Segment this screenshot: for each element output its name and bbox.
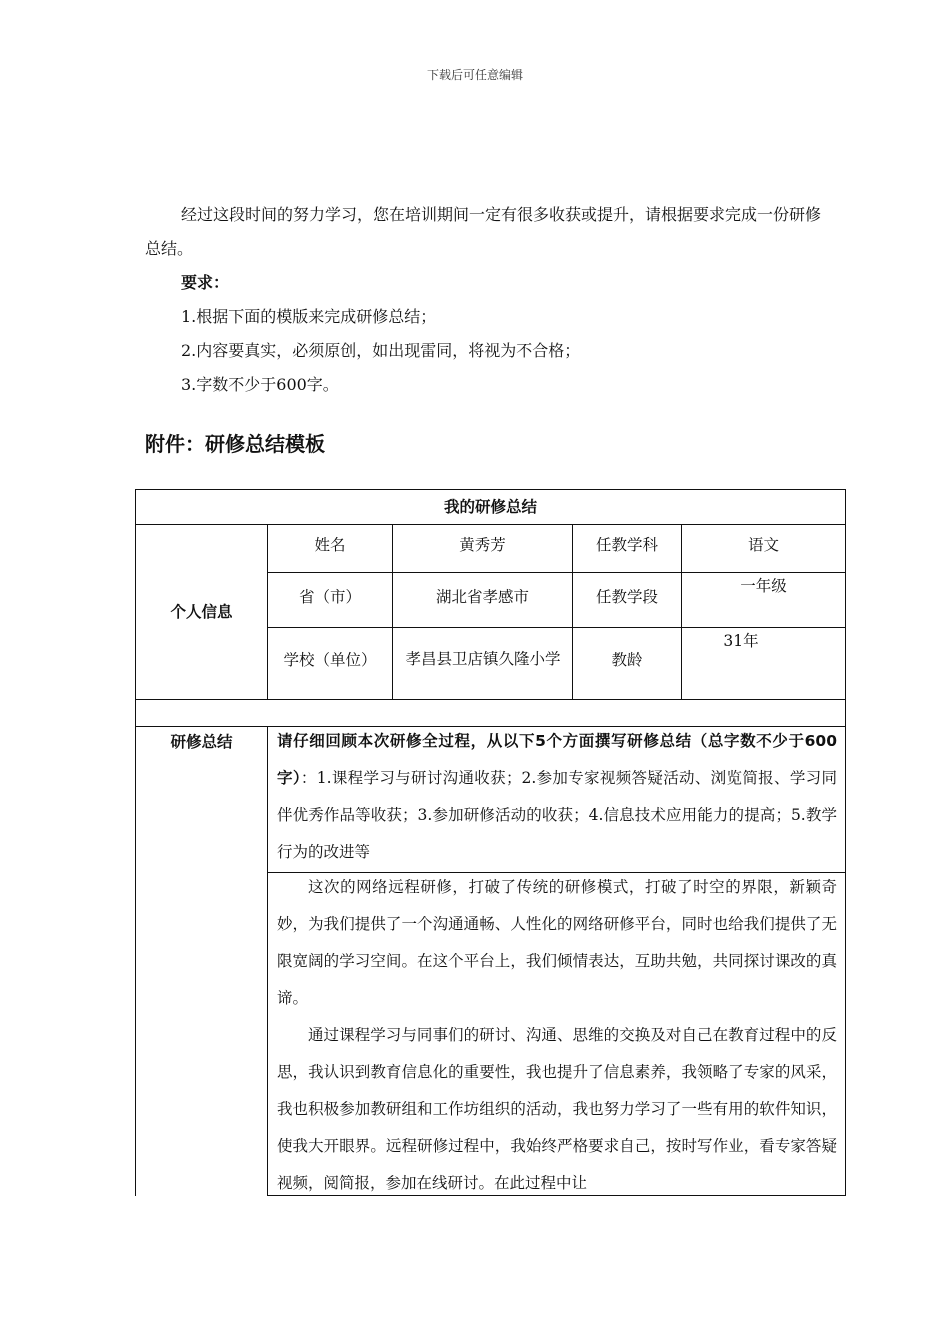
province-label: 省（市）	[298, 587, 361, 606]
requirement-item: 2.内容要真实，必须原创，如出现雷同，将视为不合格；	[181, 341, 581, 360]
personal-info-label: 个人信息	[170, 603, 233, 621]
subject-value: 语文	[747, 536, 779, 554]
school-label: 学校（单位）	[283, 650, 377, 669]
header-note: 下载后可任意编辑	[426, 68, 523, 82]
requirements-title: 要求：	[181, 273, 230, 292]
attachment-title: 附件：研修总结模板	[145, 432, 325, 456]
requirement-item: 1.根据下面的模版来完成研修总结；	[181, 307, 437, 326]
province-value: 湖北省孝感市	[435, 587, 529, 606]
grade-label: 任教学段	[595, 587, 658, 606]
table-border	[135, 699, 846, 700]
name-label: 姓名	[314, 536, 346, 554]
intro-paragraph: 经过这段时间的努力学习，您在培训期间一定有很多收获或提升，请根据要求完成一份研修总结。	[145, 205, 822, 258]
summary-label: 研修总结	[170, 733, 233, 751]
table-border	[845, 489, 846, 1196]
summary-prompt	[277, 723, 837, 871]
table-border	[267, 726, 268, 1196]
name-value: 黄秀芳	[459, 536, 506, 554]
table-border	[267, 1195, 846, 1196]
teaching-years-value: 31年	[723, 632, 759, 650]
school-value: 孝昌县卫店镇久隆小学	[405, 650, 561, 668]
summary-body-paragraph: 这次的网络远程研修，打破了传统的研修模式，打破了时空的界限，新颖奇妙，为我们提供了一个沟通通畅、人性化的网络研修平台，同时也给我们提供了无限宽阔的学习空间。在这个平台上，我们倾情表达，互助共勉，共同探讨课改的真谛。	[277, 878, 837, 1007]
subject-label: 任教学科	[595, 536, 658, 554]
requirement-item: 3.字数不少于600字。	[181, 375, 339, 394]
grade-value: 一年级	[740, 577, 787, 595]
table-title: 我的研修总结	[443, 498, 537, 516]
teaching-years-label: 教龄	[611, 650, 643, 669]
summary-body	[277, 869, 837, 1195]
summary-body-paragraph: 通过课程学习与同事们的研讨、沟通、思维的交换及对自己在教育过程中的反思，我认识到教育信息化的重要性，我也提升了信息素养，我领略了专家的风采，我也积极参加教研组和工作坊组织的活动，我也努力学习了一些有用的软件知识，使我大开眼界。远程研修过程中，我始终严格要求自己，按时写作业，看专家答疑视频，阅简报，参加在线研讨。在此过程中让	[277, 1026, 837, 1192]
summary-prompt-bold: 请仔细回顾本次研修全过程，从以下5个方面撰写研修总结（总字数不少于600字）	[277, 732, 837, 787]
summary-prompt-items: ：1.课程学习与研讨沟通收获；2.参加专家视频答疑活动、浏览简报、学习同伴优秀作品等收获；3.参加研修活动的收获；4.信息技术应用能力的提高；5.教学行为的改进等	[277, 769, 837, 861]
